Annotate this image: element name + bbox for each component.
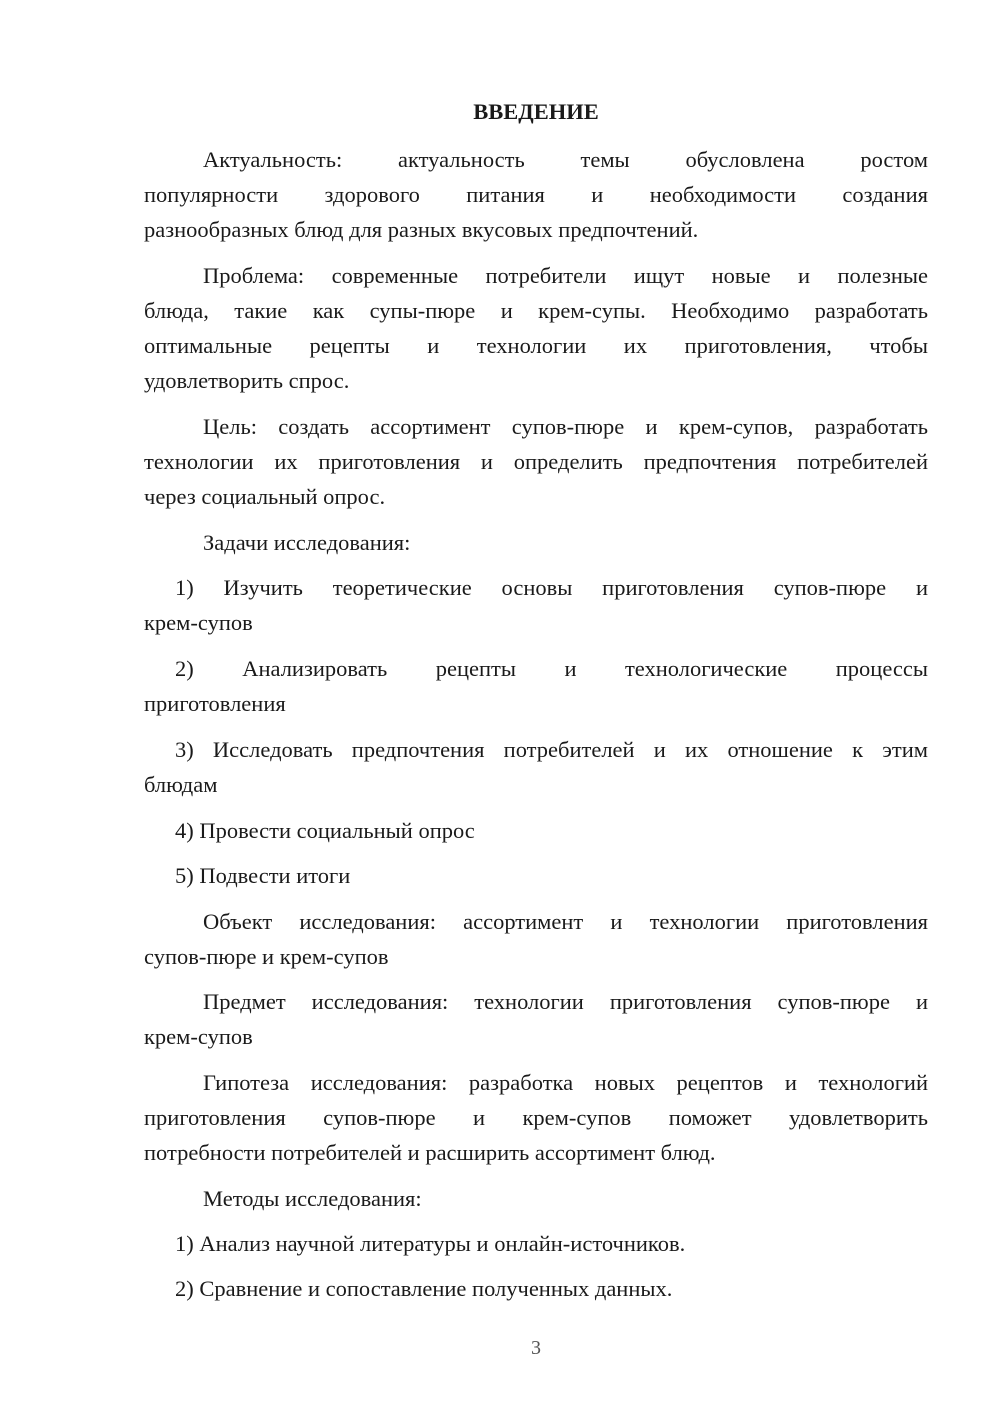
section-title: ВВЕДЕНИЕ — [473, 99, 599, 124]
task-2-line-2: приготовления — [144, 691, 286, 716]
problem-line-1: Проблема: современные потребители ищут новые и полезные — [203, 263, 928, 288]
hypothesis-line-2: приготовления супов-пюре и крем-супов поможет удовлетворить — [144, 1105, 928, 1130]
object-line-1: Объект исследования: ассортимент и технологии приготовления — [203, 909, 928, 934]
problem-line-2: блюда, такие как супы-пюре и крем-супы. Необходимо разработать — [144, 298, 928, 323]
page-number: 3 — [531, 1337, 541, 1359]
problem-line-3: оптимальные рецепты и технологии их приготовления, чтобы — [144, 333, 928, 358]
subject-line-1: Предмет исследования: технологии приготовления супов-пюре и — [203, 989, 928, 1014]
hypothesis-line-3: потребности потребителей и расширить ассортимент блюд. — [144, 1140, 716, 1165]
task-3-line-1: 3) Исследовать предпочтения потребителей и их отношение к этим — [175, 737, 928, 762]
tasks-heading: Задачи исследования: — [203, 530, 411, 555]
task-2-line-1: 2) Анализировать рецепты и технологические процессы — [175, 656, 928, 681]
goal-line-2: технологии их приготовления и определить предпочтения потребителей — [144, 449, 928, 474]
object-line-2: супов-пюре и крем-супов — [144, 944, 389, 969]
method-2: 2) Сравнение и сопоставление полученных данных. — [175, 1276, 673, 1301]
problem-line-4: удовлетворить спрос. — [144, 368, 350, 393]
hypothesis-line-1: Гипотеза исследования: разработка новых рецептов и технологий — [203, 1070, 928, 1095]
task-1-line-2: крем-супов — [144, 610, 253, 635]
task-1-line-1: 1) Изучить теоретические основы приготовления супов-пюре и — [175, 575, 928, 600]
task-5: 5) Подвести итоги — [175, 863, 351, 888]
methods-heading: Методы исследования: — [203, 1186, 422, 1211]
subject-line-2: крем-супов — [144, 1024, 253, 1049]
relevance-line-1: Актуальность: актуальность темы обусловлена ростом — [203, 147, 928, 172]
goal-line-3: через социальный опрос. — [144, 484, 386, 509]
relevance-line-3: разнообразных блюд для разных вкусовых предпочтений. — [144, 217, 699, 242]
task-3-line-2: блюдам — [144, 772, 218, 797]
relevance-line-2: популярности здорового питания и необходимости создания — [144, 182, 928, 207]
method-1: 1) Анализ научной литературы и онлайн-источников. — [175, 1231, 686, 1256]
task-4: 4) Провести социальный опрос — [175, 818, 475, 843]
goal-line-1: Цель: создать ассортимент супов-пюре и крем-супов, разработать — [203, 414, 928, 439]
